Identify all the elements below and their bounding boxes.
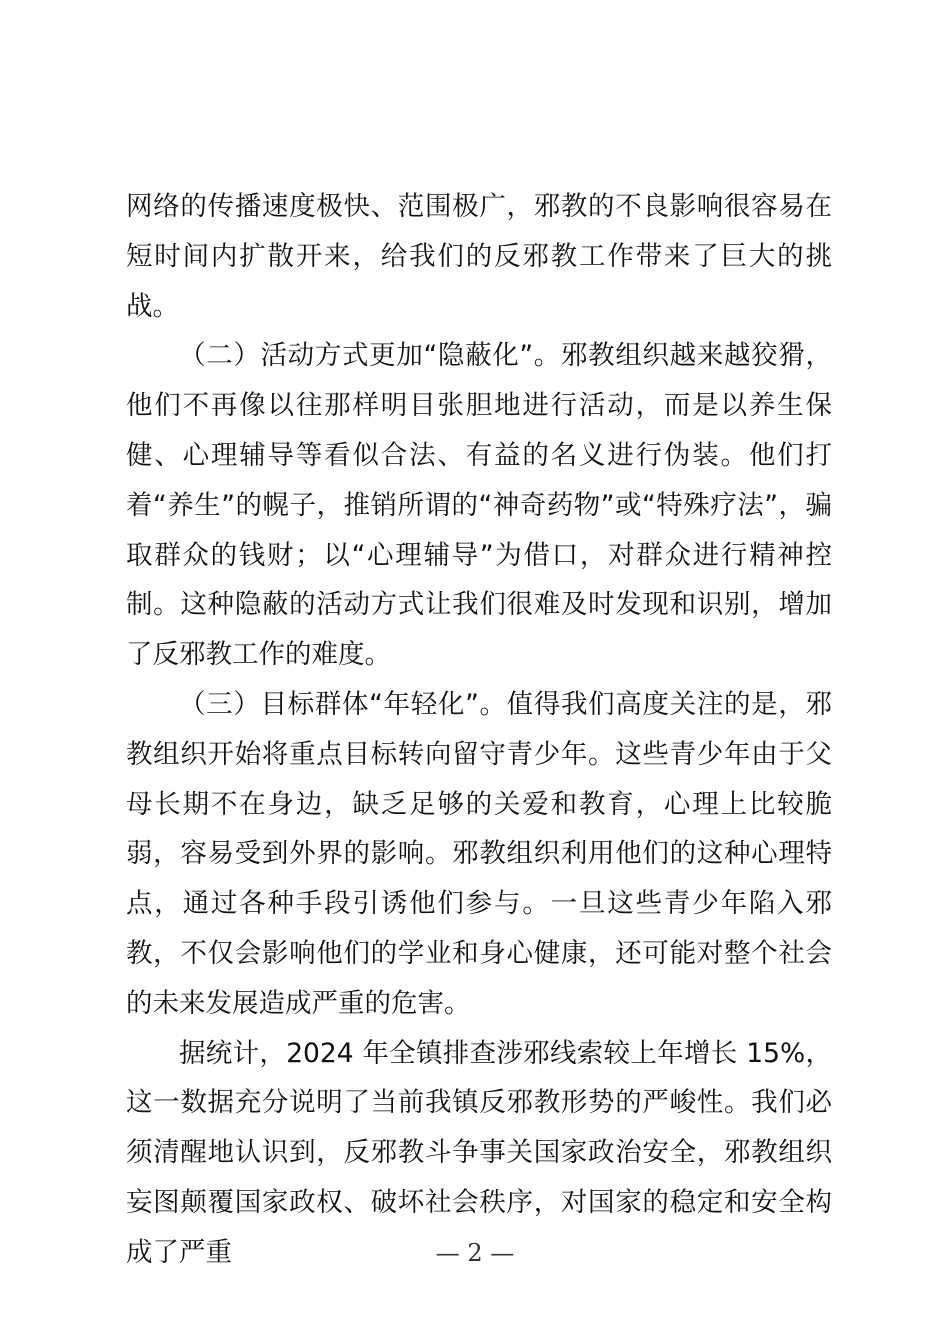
paragraph-section-two: （二）活动方式更加“隐蔽化”。邪教组织越来越狡猾，他们不再像以往那样明目张胆地进行活动，而是以养生保健、心理辅导等看似合法、有益的名义进行伪装。他们打着“养生”的幌子，推销所谓的“神奇药物”或“特殊疗法”，骗取群众的钱财；以“心理辅导”为借口，对群众进行精神控制。这种隐蔽的活动方式让我们很难及时发现和识别，增加了反邪教工作的难度。	[126, 340, 832, 671]
page-number: — 2 —	[435, 1239, 515, 1267]
paragraph-statistics: 据统计，2024 年全镇排查涉邪线索较上年增长 15%，这一数据充分说明了当前我镇反邪教形势的严峻性。我们必须清醒地认识到，反邪教斗争事关国家政治安全，邪教组织妄图颠覆国家政权、破坏社会秩序，对国家的稳定和安全构成了严重	[126, 1037, 832, 1268]
paragraph-continuation: 网络的传播速度极快、范围极广，邪教的不良影响很容易在短时间内扩散开来，给我们的反邪教工作带来了巨大的挑战。	[126, 191, 832, 322]
paragraph-section-three: （三）目标群体“年轻化”。值得我们高度关注的是，邪教组织开始将重点目标转向留守青少年。这些青少年由于父母长期不在身边，缺乏足够的关爱和教育，心理上比较脆弱，容易受到外界的影响。邪教组织利用他们的这种心理特点，通过各种手段引诱他们参与。一旦这些青少年陷入邪教，不仅会影响他们的学业和身心健康，还可能对整个社会的未来发展造成严重的危害。	[126, 688, 832, 1019]
document-body	[126, 182, 832, 1278]
